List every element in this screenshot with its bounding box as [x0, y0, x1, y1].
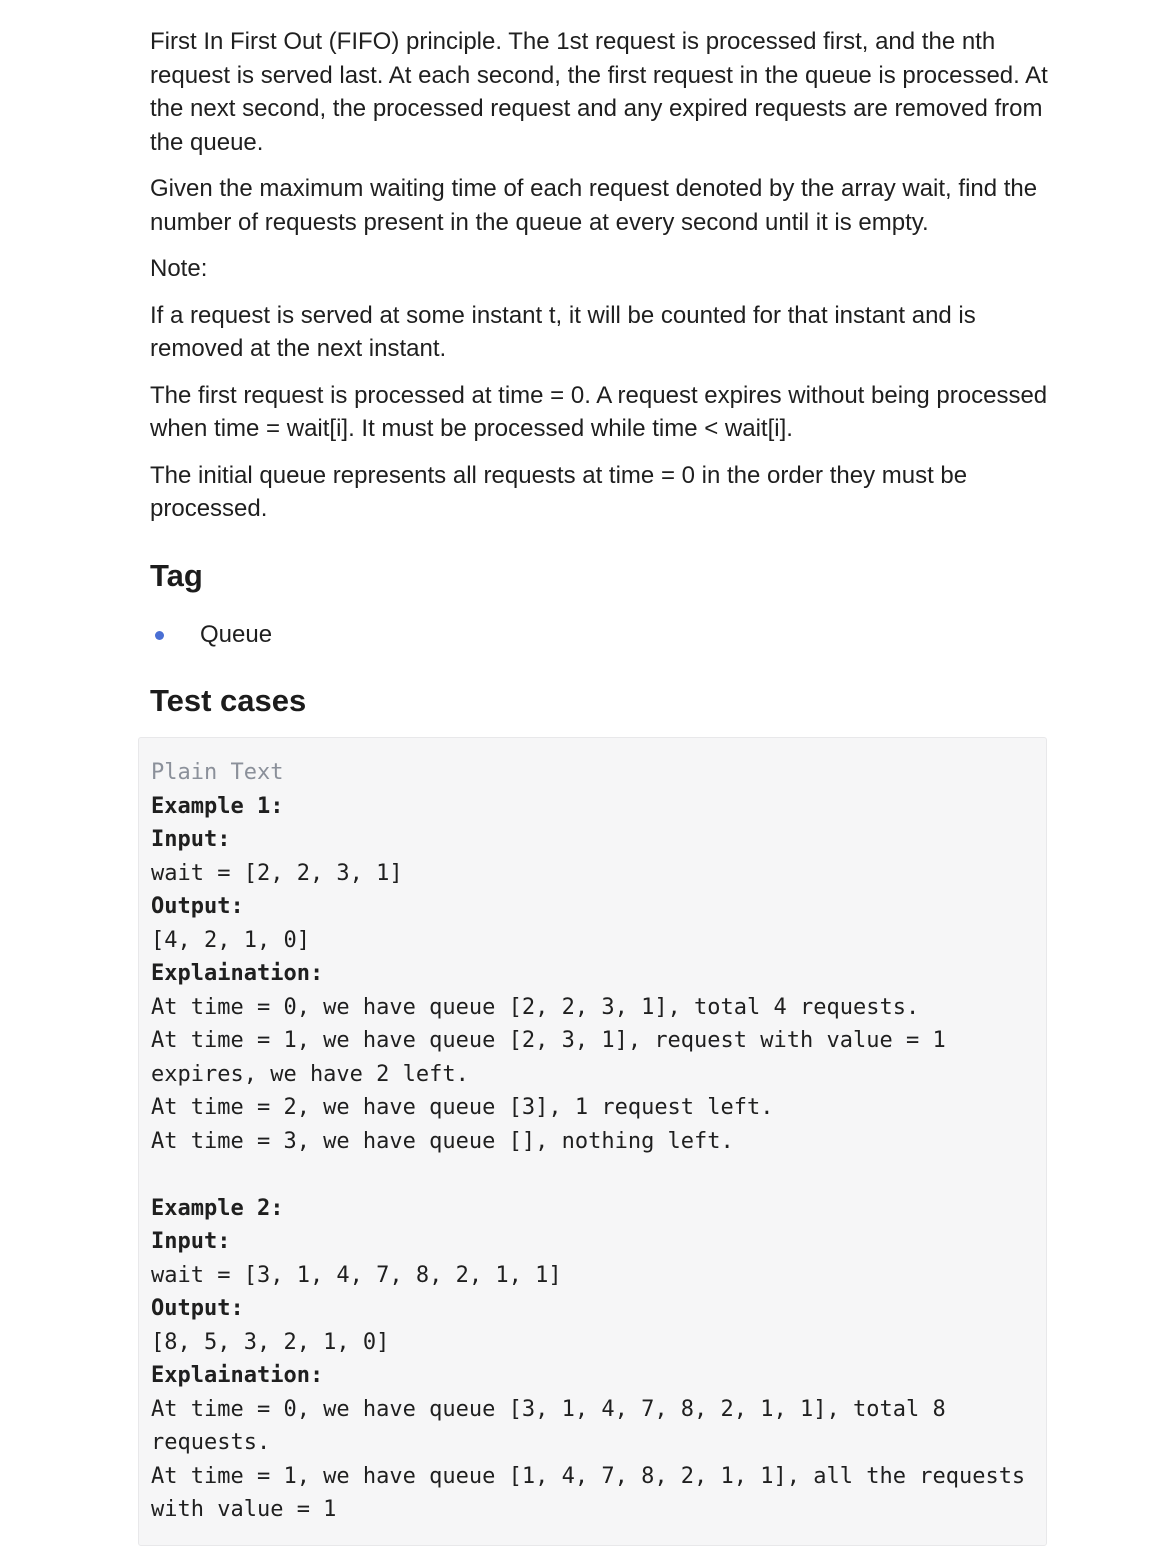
code-line: Example 1: — [151, 793, 284, 819]
test-cases-heading: Test cases — [150, 683, 307, 718]
note-label: Note: — [150, 255, 208, 282]
code-line: wait = [2, 2, 3, 1] — [151, 860, 403, 886]
code-line: Input: — [151, 827, 231, 852]
code-line: with value = 1 — [151, 1497, 337, 1522]
code-line: Input: — [151, 1229, 231, 1254]
note-paragraph: If a request is served at some instant t, it will be counted for that instant and is removed at the next instant. — [150, 301, 976, 362]
description-paragraph: Given the maximum waiting time of each request denoted by the array wait, find the number of requests present in the queue at every second until it is empty. — [150, 175, 1038, 236]
note-paragraph: The initial queue represents all requests at time = 0 in the order they must be processed. — [150, 461, 968, 522]
code-line: Explaination: — [151, 1363, 324, 1388]
code-line: At time = 1, we have queue [2, 3, 1], request with value = 1 — [151, 1028, 946, 1053]
code-line: At time = 1, we have queue [1, 4, 7, 8, 2, 1, 1], all the requests — [151, 1463, 1026, 1489]
code-line: Example 2: — [151, 1195, 284, 1221]
code-language-label: Plain Text — [151, 760, 284, 785]
tag-heading: Tag — [150, 557, 203, 593]
tag-list-item — [150, 618, 1062, 652]
code-line: Output: — [151, 894, 244, 919]
code-line: requests. — [151, 1430, 271, 1455]
code-line: Output: — [151, 1296, 244, 1321]
code-line: wait = [3, 1, 4, 7, 8, 2, 1, 1] — [151, 1262, 562, 1288]
code-line: At time = 0, we have queue [3, 1, 4, 7, 8, 2, 1, 1], total 8 — [151, 1396, 946, 1422]
test-cases-code-block — [138, 737, 1047, 1546]
code-line: At time = 0, we have queue [2, 2, 3, 1], total 4 requests. — [151, 994, 920, 1020]
code-line: At time = 2, we have queue [3], 1 request left. — [151, 1095, 774, 1120]
tag-list-item-label: Queue — [200, 620, 273, 648]
code-line: expires, we have 2 left. — [151, 1061, 469, 1087]
code-line: Explaination: — [151, 961, 324, 986]
document-content — [150, 25, 1062, 1546]
description-paragraph: First In First Out (FIFO) principle. The 1st request is processed first, and the nth request is served last. At each second, the first request in the queue is processed. At the next second, the processed request and any expired requests are removed from the queue. — [150, 28, 1048, 156]
note-paragraph: The first request is processed at time = 0. A request expires without being processed when time = wait[i]. It must be processed while time < wait[i]. — [150, 381, 1048, 442]
code-line-blank — [151, 1158, 1032, 1192]
tag-list — [150, 618, 1062, 652]
list-bullet-icon — [155, 631, 164, 640]
code-line: [8, 5, 3, 2, 1, 0] — [151, 1329, 390, 1355]
code-line: At time = 3, we have queue [], nothing left. — [151, 1128, 734, 1154]
code-line: [4, 2, 1, 0] — [151, 927, 310, 953]
